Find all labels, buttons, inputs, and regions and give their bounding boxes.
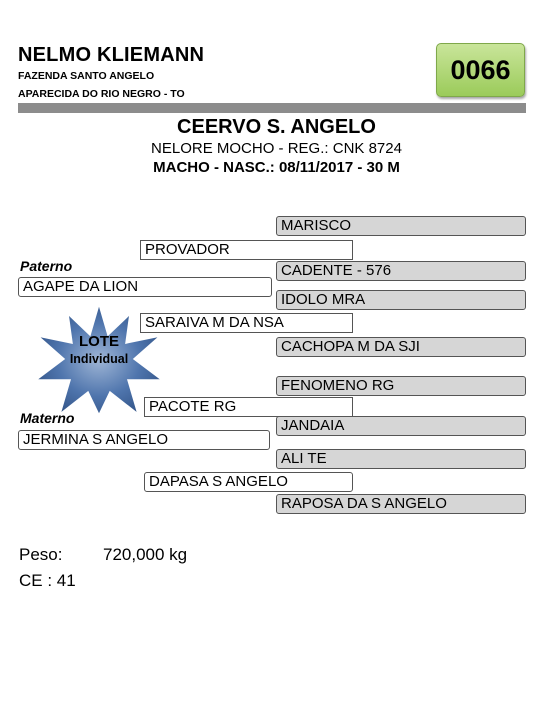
lote-badge-line2: Individual (69, 352, 129, 366)
pedigree-dam-dam-dam: RAPOSA DA S ANGELO (276, 494, 526, 514)
pedigree-dam-dam: DAPASA S ANGELO (144, 472, 353, 492)
paternal-label: Paterno (20, 258, 73, 274)
farm-city: APARECIDA DO RIO NEGRO - TO (18, 88, 185, 100)
pedigree-dam-sire-sire: FENOMENO RG (276, 376, 526, 396)
maternal-label: Materno (20, 410, 75, 426)
weight-label: Peso: (19, 545, 63, 564)
pedigree-sire-dam-dam: CACHOPA M DA SJI (276, 337, 526, 357)
lot-number-badge: 0066 (436, 43, 525, 97)
ce-value: CE : 41 (19, 571, 76, 590)
owner-name: NELMO KLIEMANN (18, 44, 205, 66)
animal-breed-registration: NELORE MOCHO - REG.: CNK 8724 (151, 140, 402, 157)
weight-value: 720,000 kg (103, 545, 188, 564)
animal-name: CEERVO S. ANGELO (177, 116, 376, 138)
header-divider (18, 103, 526, 113)
pedigree-dam-sire: PACOTE RG (144, 397, 353, 417)
lote-badge-line1: LOTE (79, 333, 119, 350)
pedigree-dam-sire-dam: JANDAIA (276, 416, 526, 436)
farm-name: FAZENDA SANTO ANGELO (18, 70, 155, 82)
pedigree-sire: AGAPE DA LION (18, 277, 272, 297)
pedigree-sire-sire: PROVADOR (140, 240, 353, 260)
pedigree-dam: JERMINA S ANGELO (18, 430, 270, 450)
pedigree-sire-sire-dam: CADENTE - 576 (276, 261, 526, 281)
pedigree-sire-dam-sire: IDOLO MRA (276, 290, 526, 310)
pedigree-dam-dam-sire: ALI TE (276, 449, 526, 469)
pedigree-sire-dam: SARAIVA M DA NSA (140, 313, 353, 333)
animal-sex-birth: MACHO - NASC.: 08/11/2017 - 30 M (153, 159, 400, 176)
pedigree-sire-sire-sire: MARISCO (276, 216, 526, 236)
